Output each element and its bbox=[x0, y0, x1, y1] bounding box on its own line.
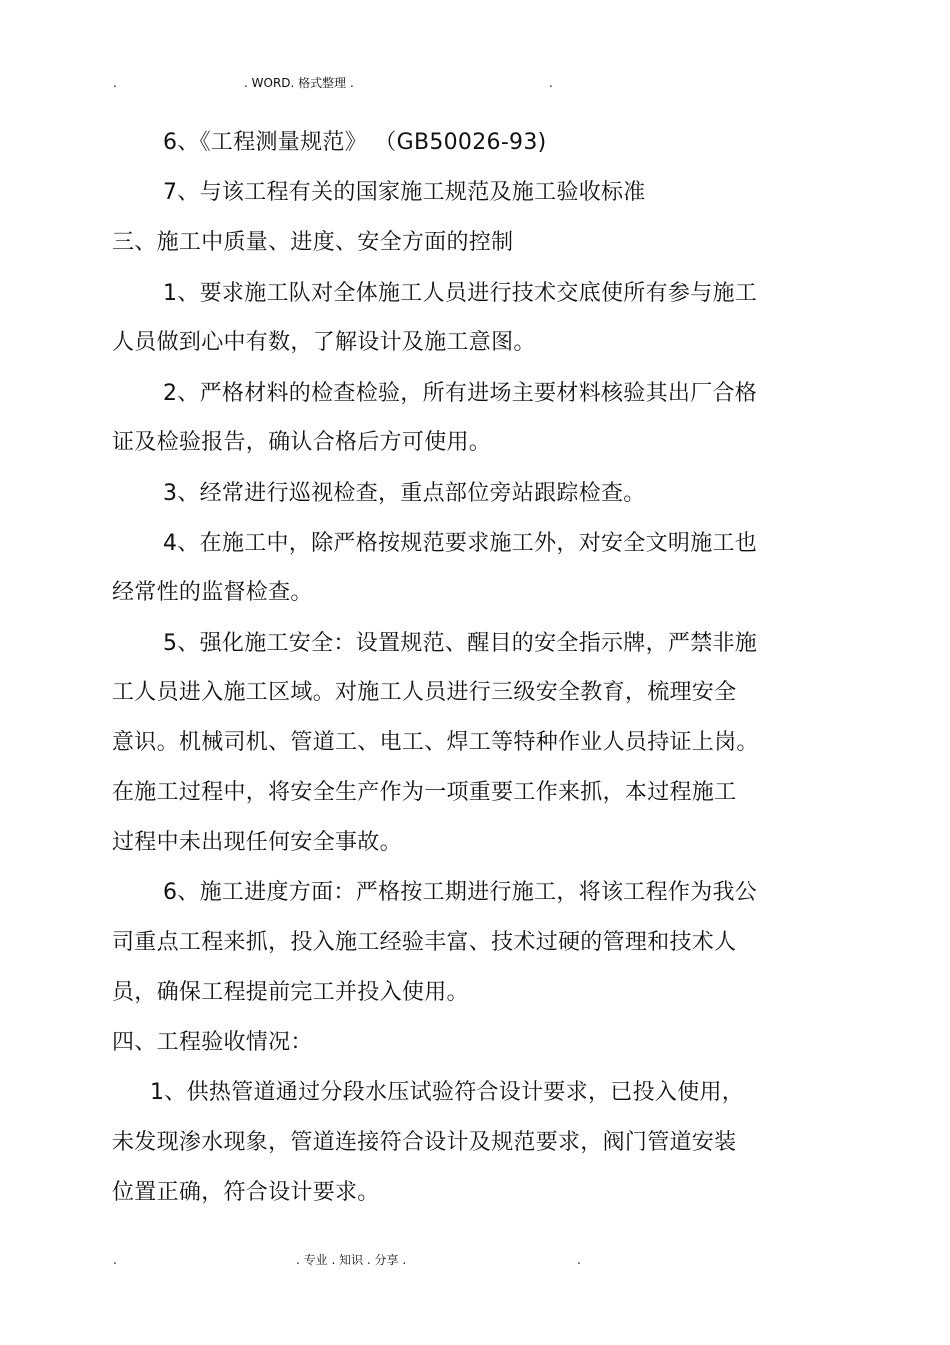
body-line: 6、《工程测量规范》 （GB50026-93) bbox=[163, 130, 547, 155]
body-line: 过程中未出现任何安全事故。 bbox=[112, 830, 402, 855]
body-line: 经常性的监督检查。 bbox=[112, 580, 313, 605]
body-line: 未发现渗水现象，管道连接符合设计及规范要求，阀门管道安装 bbox=[112, 1130, 737, 1155]
page-footer bbox=[0, 1250, 950, 1270]
body-line: 2、严格材料的检查检验，所有进场主要材料核验其出厂合格 bbox=[163, 381, 758, 406]
body-line: 7、与该工程有关的国家施工规范及施工验收标准 bbox=[163, 180, 646, 205]
body-line: 意识。机械司机、管道工、电工、焊工等特种作业人员持证上岗。 bbox=[112, 730, 759, 755]
body-line: 工人员进入施工区域。对施工人员进行三级安全教育，梳理安全 bbox=[112, 680, 737, 705]
section-heading: 三、施工中质量、进度、安全方面的控制 bbox=[112, 230, 514, 255]
page-header bbox=[0, 73, 950, 93]
footer-dot-right: . bbox=[577, 1253, 581, 1267]
body-line: 1、供热管道通过分段水压试验符合设计要求，已投入使用， bbox=[150, 1080, 745, 1105]
header-text: . WORD. 格式整理 . bbox=[244, 76, 354, 90]
body-line: 司重点工程来抓，投入施工经验丰富、技术过硬的管理和技术人 bbox=[112, 930, 737, 955]
body-line: 员，确保工程提前完工并投入使用。 bbox=[112, 980, 469, 1005]
body-line: 证及检验报告，确认合格后方可使用。 bbox=[112, 430, 492, 455]
body-line: 在施工过程中，将安全生产作为一项重要工作来抓，本过程施工 bbox=[112, 780, 737, 805]
section-heading: 四、工程验收情况： bbox=[112, 1030, 313, 1055]
body-line: 6、施工进度方面：严格按工期进行施工，将该工程作为我公 bbox=[163, 880, 758, 905]
body-line: 位置正确，符合设计要求。 bbox=[112, 1180, 380, 1205]
body-line: 3、经常进行巡视检查，重点部位旁站跟踪检查。 bbox=[163, 481, 646, 506]
header-dot-right: . bbox=[549, 76, 553, 90]
body-line: 5、强化施工安全：设置规范、醒目的安全指示牌，严禁非施 bbox=[163, 631, 758, 656]
footer-text: . 专业 . 知识 . 分享 . bbox=[296, 1253, 407, 1267]
header-dot-left: . bbox=[113, 76, 117, 90]
body-line: 1、要求施工队对全体施工人员进行技术交底使所有参与施工 bbox=[163, 281, 758, 306]
footer-dot-left: . bbox=[113, 1253, 117, 1267]
body-line: 4、在施工中，除严格按规范要求施工外，对安全文明施工也 bbox=[163, 531, 758, 556]
body-line: 人员做到心中有数，了解设计及施工意图。 bbox=[112, 330, 536, 355]
